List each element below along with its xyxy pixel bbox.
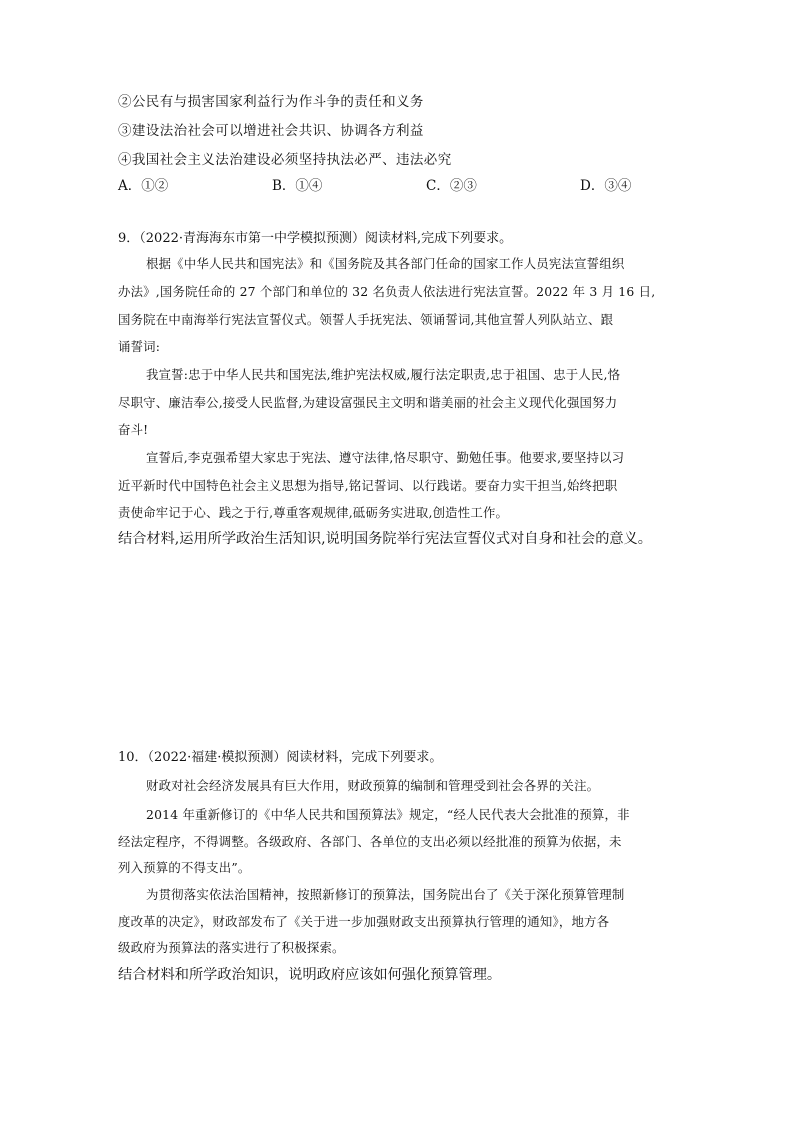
choice-d: D．③④ [580, 178, 632, 194]
q10-material-line: 级政府为预算法的落实进行了积极探索。 [118, 940, 345, 955]
q10-material-line: 经法定程序，不得调整。各级政府、各部门、各单位的支出必须以经批准的预算为依据，未 [118, 834, 622, 849]
question-9-header: 9．（2022·青海海东市第一中学模拟预测）阅读材料,完成下列要求。 [118, 231, 513, 246]
q9-material-line: 宣誓后,李克强希望大家忠于宪法、遵守法律,恪尽职守、勤勉任事。他要求,要坚持以习 [146, 450, 625, 465]
q10-material-line: 财政对社会经济发展具有巨大作用，财政预算的编制和管理受到社会各界的关注。 [146, 778, 600, 793]
question-10-task: 结合材料和所学政治知识，说明政府应该如何强化预算管理。 [118, 967, 502, 983]
q9-oath-line: 我宣誓:忠于中华人民共和国宪法,维护宪法权威,履行法定职责,忠于祖国、忠于人民,恪 [146, 367, 621, 382]
q9-material-line: 国务院在中南海举行宪法宣誓仪式。领誓人手抚宪法、领诵誓词,其他宣誓人列队站立、跟 [118, 312, 614, 327]
choice-a: A．①② [118, 178, 169, 194]
q10-material-line: 2014 年重新修订的《中华人民共和国预算法》规定，“经人民代表大会批准的预算，非 [146, 807, 630, 822]
question-10-header: 10．（2022·福建·模拟预测）阅读材料，完成下列要求。 [118, 750, 443, 765]
q9-material-line: 办法》,国务院任命的 27 个部门和单位的 32 名负责人依法进行宪法宣誓。2022 年 3 月 16 日, [118, 284, 656, 299]
q9-material-line: 根据《中华人民共和国宪法》和《国务院及其各部门任命的国家工作人员宪法宣誓组织 [146, 256, 625, 271]
q9-oath-line: 尽职守、廉洁奉公,接受人民监督,为建设富强民主文明和谐美丽的社会主义现代化强国努力 [118, 395, 618, 410]
q9-material-line: 责使命牢记于心、践之于行,尊重客观规律,砥砺务实进取,创造性工作。 [118, 505, 509, 520]
q10-material-line: 列入预算的不得支出”。 [118, 860, 251, 875]
option-4: ④我国社会主义法治建设必须坚持执法必严、违法必究 [118, 152, 452, 168]
q9-material-line: 近平新时代中国特色社会主义思想为指导,铭记誓词、以行践诺。要奋力实干担当,始终把职 [118, 478, 618, 493]
q9-material-line: 诵誓词: [118, 339, 161, 354]
choice-b: B．①④ [272, 178, 323, 194]
choice-c: C．②③ [426, 178, 477, 194]
question-9-task: 结合材料,运用所学政治生活知识,说明国务院举行宪法宣誓仪式对自身和社会的意义。 [118, 531, 652, 547]
q10-material-line: 为贯彻落实依法治国精神，按照新修订的预算法，国务院出台了《关于深化预算管理制 [146, 887, 625, 902]
option-2: ②公民有与损害国家利益行为作斗争的责任和义务 [118, 94, 424, 110]
q9-oath-line: 奋斗! [118, 422, 149, 437]
q10-material-line: 度改革的决定》，财政部发布了《关于进一步加强财政支出预算执行管理的通知》，地方各 [118, 914, 610, 929]
option-3: ③建设法治社会可以增进社会共识、协调各方利益 [118, 123, 424, 139]
